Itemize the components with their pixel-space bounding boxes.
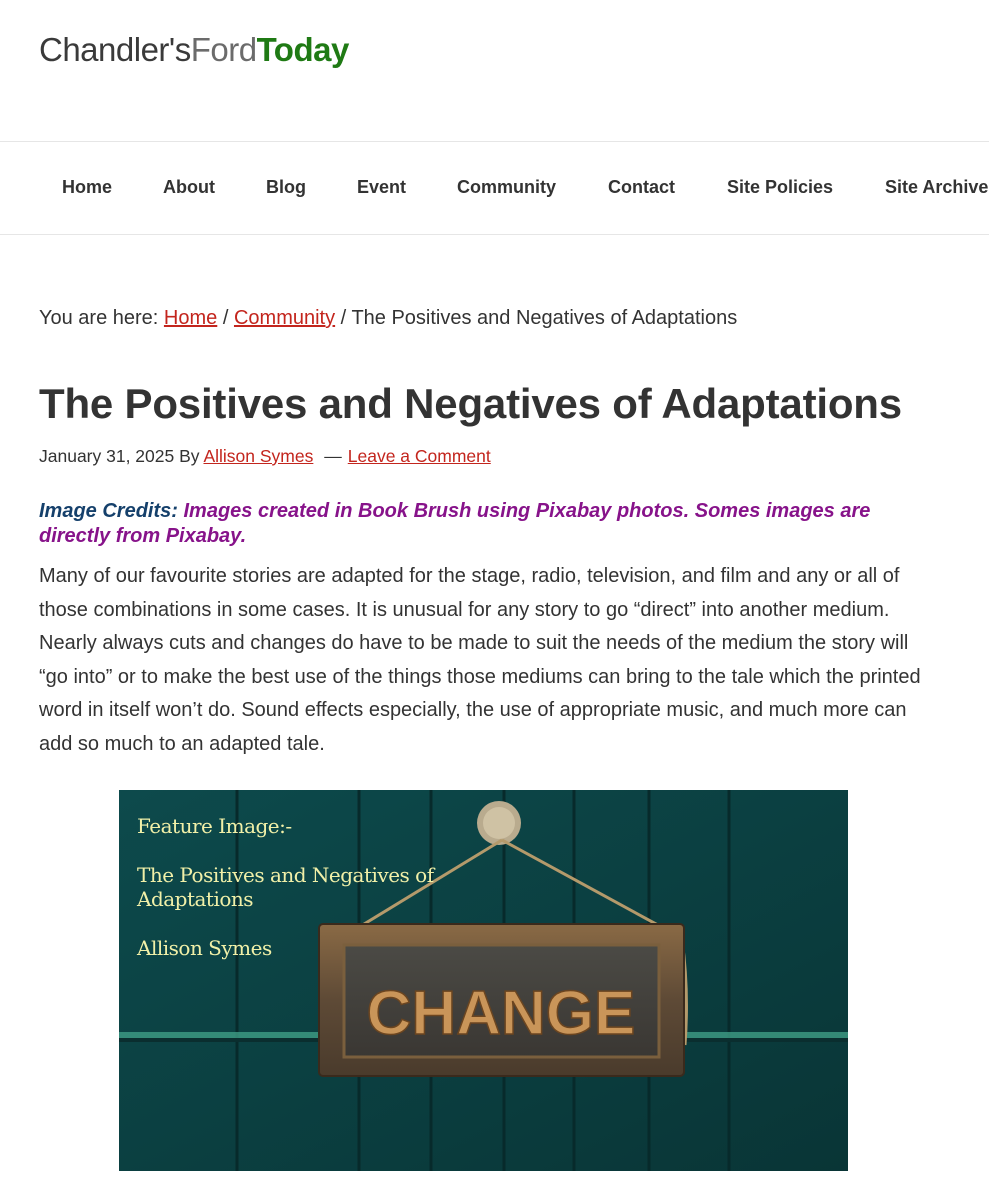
image-credits-text: Images created in Book Brush using Pixabay photos. Somes images are directly from Pixabay. [39, 500, 871, 547]
feature-caption-title-line2: Adaptations [137, 887, 254, 911]
nav-item-home[interactable]: Home [62, 177, 113, 197]
image-credits-label: Image Credits: [39, 500, 178, 522]
author-link[interactable]: Allison Symes [203, 446, 314, 466]
nav-item-contact[interactable]: Contact [608, 177, 675, 197]
feature-caption-label: Feature Image:- [137, 814, 292, 838]
nav-item-site-policies[interactable]: Site Policies [727, 177, 834, 197]
breadcrumb-home-link[interactable]: Home [163, 307, 218, 329]
logo-text-today: Today [256, 31, 349, 68]
breadcrumb-separator: / [340, 307, 347, 329]
post-by: By [179, 446, 200, 466]
site-logo[interactable] [39, 28, 349, 72]
post-meta [39, 446, 491, 467]
nav-item-blog[interactable]: Blog [266, 177, 306, 197]
meta-dash: — [324, 446, 342, 466]
breadcrumb-prefix: You are here: [39, 307, 159, 329]
change-sign-illustration [119, 790, 848, 1171]
sign-text: CHANGE [366, 979, 636, 1048]
breadcrumb-community-link[interactable]: Community [233, 307, 336, 329]
feature-caption-title-line1: The Positives and Negatives of [137, 863, 434, 887]
leave-comment-link[interactable]: Leave a Comment [347, 446, 491, 466]
logo-text-chandlers: Chandler's [39, 31, 191, 68]
image-credits [39, 499, 919, 549]
nav-item-event[interactable]: Event [357, 177, 407, 197]
logo-text-ford: Ford [190, 31, 257, 68]
breadcrumb-current: The Positives and Negatives of Adaptations [351, 307, 738, 329]
feature-caption-author: Allison Symes [137, 936, 272, 960]
nav-item-site-archive[interactable]: Site Archive [885, 177, 989, 197]
feature-image[interactable] [119, 790, 848, 1171]
article-paragraph: Many of our favourite stories are adapted for the stage, radio, television, and film and any or all of those combinations in some cases. It is unusual for any story to go “direct” into another medium. Nearly always cuts and changes do have to be made to suit the needs of the medium the story will “go into” or to make the best use of the things those mediums can bring to the tale which the printed word in itself won’t do. Sound effects especially, the use of appropriate music, and much more can add so much to an adapted tale. [39, 565, 921, 755]
breadcrumb [39, 307, 737, 330]
breadcrumb-separator: / [222, 307, 229, 329]
site-header [0, 0, 989, 141]
main-nav [0, 141, 989, 235]
post-date: January 31, 2025 [39, 446, 175, 466]
nav-item-community[interactable]: Community [457, 177, 556, 197]
page-title: The Positives and Negatives of Adaptations [39, 380, 902, 427]
nav-item-about[interactable]: About [163, 177, 215, 197]
